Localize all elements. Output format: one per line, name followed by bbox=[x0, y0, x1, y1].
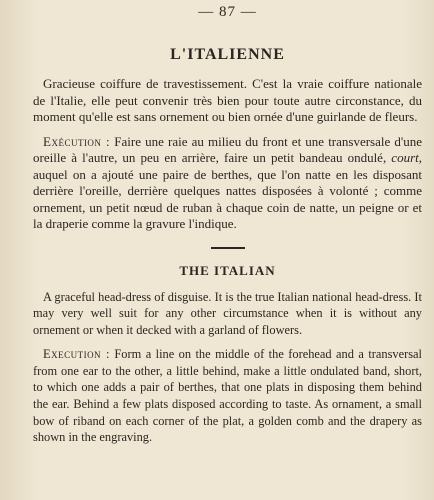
page-number: — 87 — bbox=[198, 4, 257, 20]
english-section bbox=[33, 263, 422, 446]
french-execution-text-1: Faire une raie au milieu du front et une transversale d'une oreille à l'autre, un peu en arrière, faire un petit bandeau ondulé, bbox=[33, 133, 422, 165]
section-divider bbox=[211, 247, 245, 249]
french-intro-paragraph: Gracieuse coiffure de travestissement. C'est la vraie coiffure nationale de l'Italie, elle peut convenir très bien pour toute autre circonstance, du moment qu'elle est sans ornement ou bien ornée d'une guirlande de fleurs. bbox=[33, 76, 422, 124]
french-title: L'ITALIENNE bbox=[170, 46, 285, 63]
french-execution-text-2: , auquel on a ajouté une paire de berthes, que l'on natte en les disposant derrière l'oreille, derrière quelques nattes disposées à volonté ; comme ornement, un petit nœud de ruban à chaque coin de natte, un peigne or et la draperie comme la gravure l'indique. bbox=[33, 150, 422, 231]
english-execution-text: Form a line on the middle of the forehead and a transversal from one ear to the other, a little behind, make a little ondulated band, short, to which one adds a pair of berthes, that one plats in disposing them behind the ear. Behind a few plats disposed according to taste. As ornament, a small bow of riband on each corner of the plat, a golden comb and the drapery as shown in the engraving. bbox=[33, 347, 422, 445]
english-execution-paragraph bbox=[33, 346, 422, 446]
french-section bbox=[33, 46, 422, 233]
english-execution-label: Execution : bbox=[43, 347, 110, 362]
french-execution-paragraph bbox=[33, 134, 422, 233]
english-intro-paragraph: A graceful head-dress of disguise. It is the true Italian national head-dress. It may very well suit for any other circumstance when it is without any ornement or when it decked with a garland of flowers. bbox=[33, 289, 422, 337]
english-title: THE ITALIAN bbox=[179, 262, 276, 278]
french-execution-italic: court bbox=[391, 150, 419, 165]
french-execution-label: Exécution : bbox=[43, 133, 111, 149]
